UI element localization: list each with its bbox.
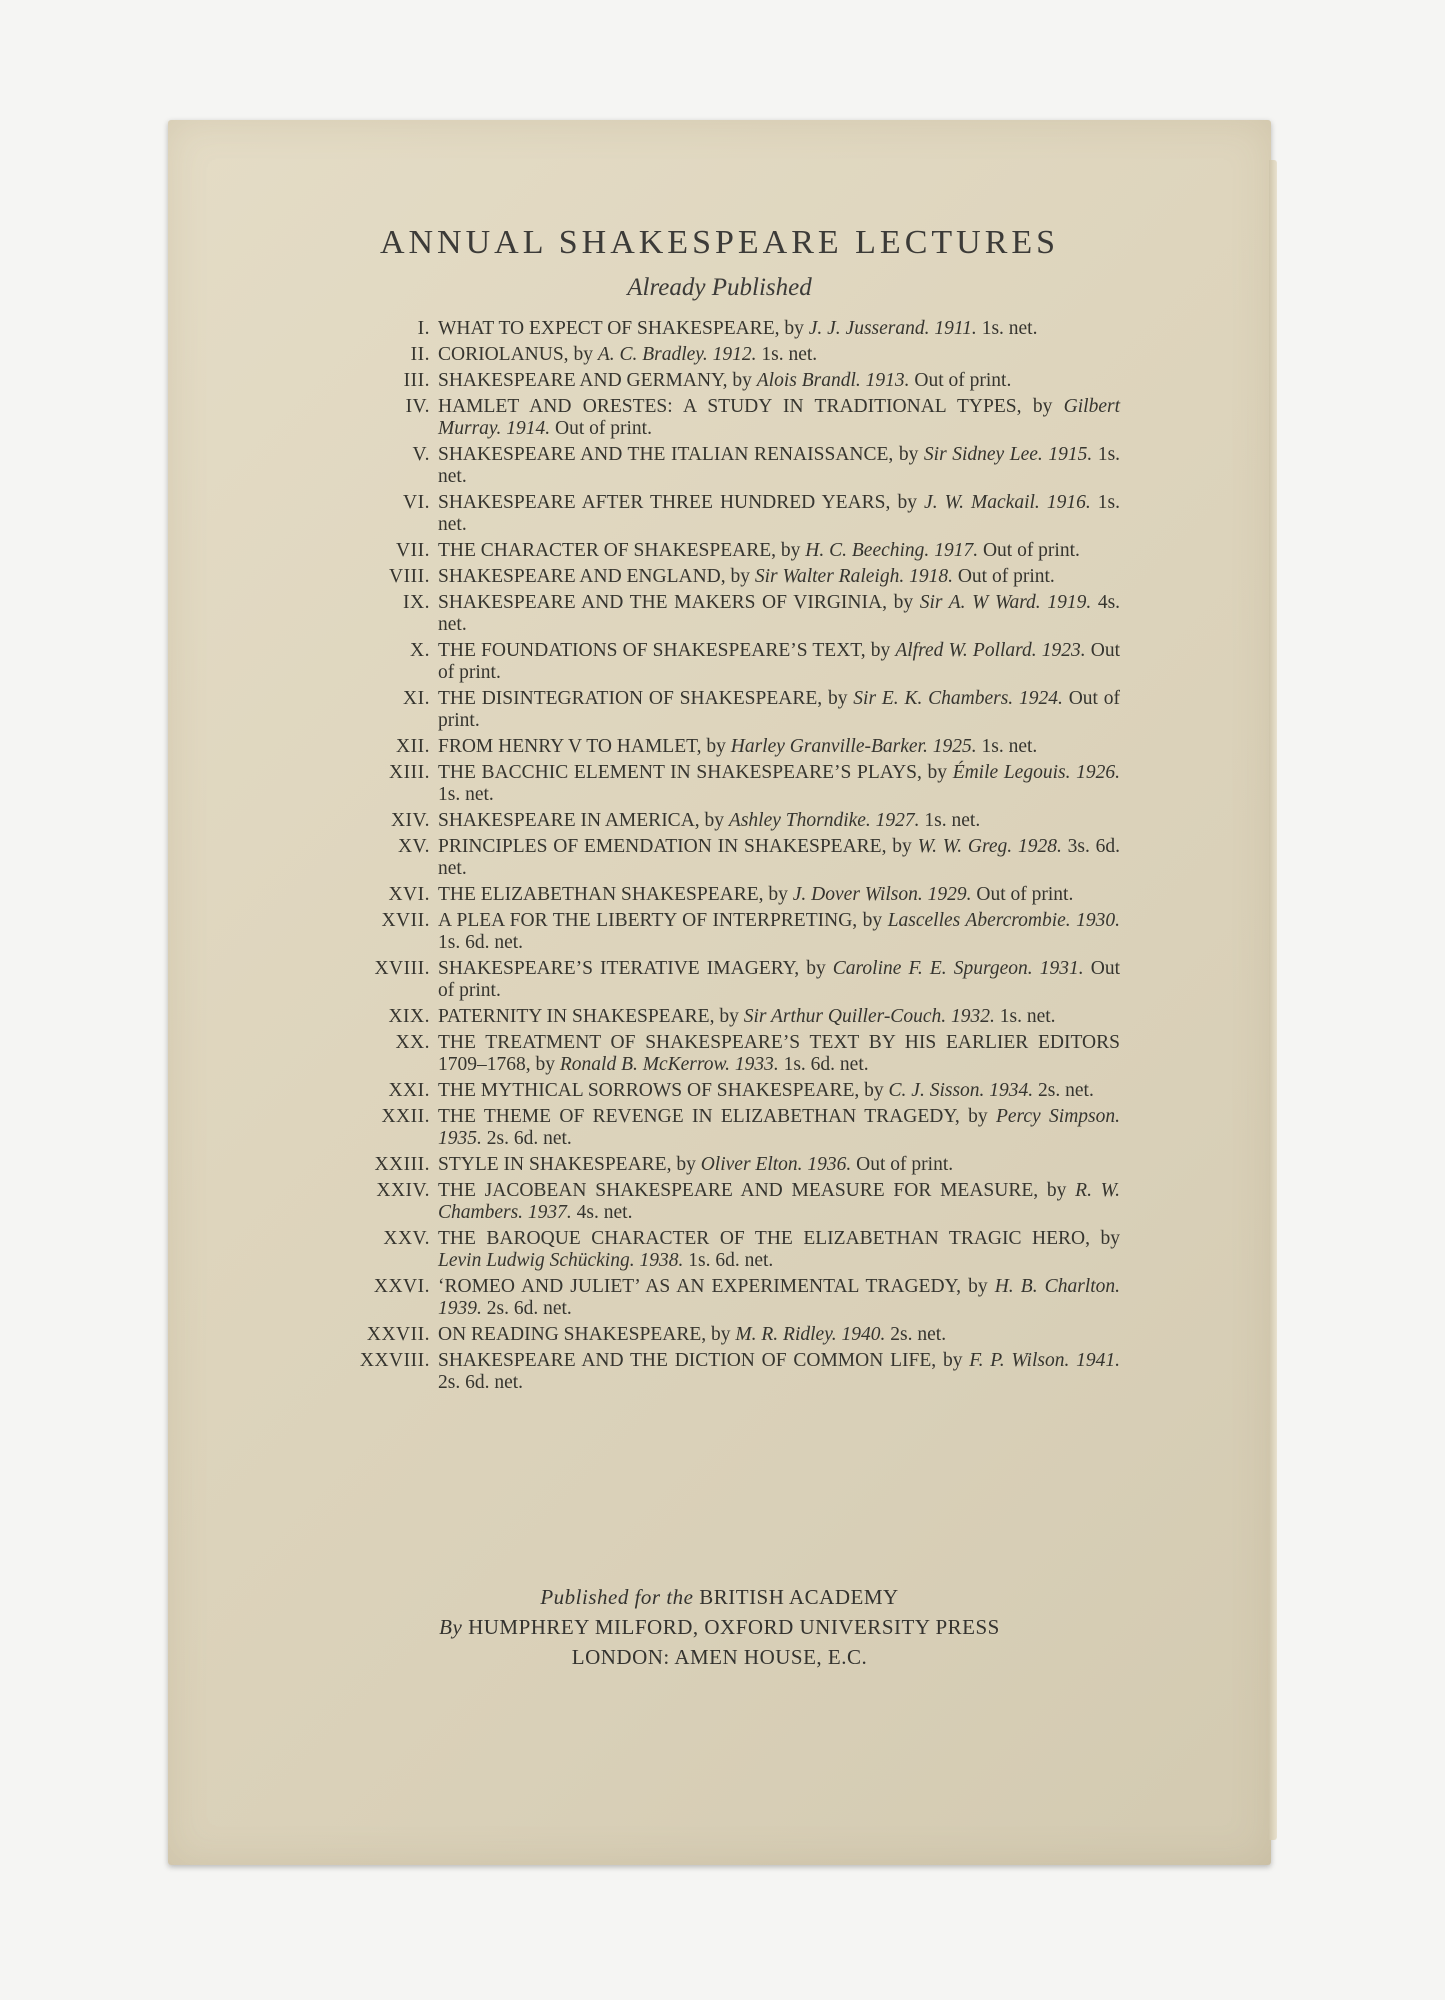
lecture-description bbox=[438, 370, 1120, 392]
lecture-entry bbox=[340, 1154, 1120, 1176]
lecture-entry bbox=[340, 1080, 1120, 1102]
lecture-description bbox=[438, 592, 1120, 636]
lecture-title: THE ELIZABETHAN SHAKESPEARE, bbox=[438, 884, 764, 905]
lecture-title: FROM HENRY V TO HAMLET, bbox=[438, 736, 702, 757]
lecture-number: III. bbox=[403, 370, 430, 391]
lecture-title: SHAKESPEARE AND THE DICTION OF COMMON LIFE, bbox=[438, 1350, 937, 1371]
lecture-author: Sir Walter Raleigh. bbox=[754, 566, 905, 587]
lecture-year: 1928. bbox=[1017, 836, 1062, 857]
lecture-entry bbox=[340, 1180, 1120, 1224]
lecture-author: H. C. Beeching. bbox=[805, 540, 930, 561]
lecture-by: by bbox=[1046, 1180, 1067, 1201]
lecture-by: by bbox=[897, 492, 917, 513]
lecture-author: Ashley Thorndike. bbox=[728, 810, 871, 831]
lecture-by: by bbox=[893, 592, 914, 613]
lecture-description bbox=[438, 540, 1120, 562]
lecture-by: by bbox=[827, 688, 848, 709]
lecture-year: 1925. bbox=[932, 736, 977, 757]
lecture-year: 1932. bbox=[950, 1006, 995, 1027]
lecture-by: by bbox=[862, 910, 883, 931]
lecture-title: SHAKESPEARE’S ITERATIVE IMAGERY, bbox=[438, 958, 800, 979]
lecture-title: SHAKESPEARE AND GERMANY, bbox=[438, 370, 728, 391]
lecture-year: 1924. bbox=[1019, 688, 1063, 709]
lecture-number: XXV. bbox=[383, 1228, 430, 1249]
lecture-by: by bbox=[730, 566, 751, 587]
lecture-status: 4s. net. bbox=[438, 592, 1121, 635]
lecture-title: THE BAROQUE CHARACTER OF THE ELIZABETHAN TRAGIC HERO, bbox=[438, 1228, 1090, 1249]
lecture-description bbox=[438, 1106, 1120, 1150]
lecture-status: 2s. 6d. net. bbox=[486, 1298, 572, 1319]
lecture-status: Out of print. bbox=[856, 1154, 954, 1175]
lecture-author: H. B. Charlton. bbox=[994, 1276, 1120, 1297]
lecture-title: THE JACOBEAN SHAKESPEARE AND MEASURE FOR MEASURE, bbox=[438, 1180, 1039, 1201]
lecture-number: II. bbox=[410, 344, 430, 365]
imprint-line-1 bbox=[168, 1582, 1271, 1612]
lecture-author: Lascelles Abercrombie. bbox=[887, 910, 1071, 931]
lecture-title: A PLEA FOR THE LIBERTY OF INTERPRETING, bbox=[438, 910, 858, 931]
lecture-year: 1919. bbox=[1047, 592, 1092, 613]
lecture-number: XX. bbox=[395, 1032, 430, 1053]
lecture-entry bbox=[340, 370, 1120, 392]
lecture-year: 1926. bbox=[1076, 762, 1120, 783]
imprint-published-for: Published for the bbox=[540, 1585, 694, 1609]
lecture-number: IV. bbox=[405, 396, 430, 417]
lecture-author: Oliver Elton. bbox=[700, 1154, 803, 1175]
lecture-status: 2s. 6d. net. bbox=[438, 1372, 524, 1393]
lecture-description bbox=[438, 566, 1120, 588]
lecture-entry bbox=[340, 762, 1120, 806]
lecture-status: 1s. net. bbox=[924, 810, 981, 831]
lecture-title: THE DISINTEGRATION OF SHAKESPEARE, bbox=[438, 688, 823, 709]
lecture-author: Caroline F. E. Spurgeon. bbox=[832, 958, 1033, 979]
lecture-entry bbox=[340, 1350, 1120, 1394]
lecture-by: by bbox=[535, 1054, 555, 1075]
lecture-entry bbox=[340, 836, 1120, 880]
lecture-number: XVI. bbox=[388, 884, 430, 905]
lecture-author: Alois Brandl. bbox=[756, 370, 861, 391]
lecture-entry bbox=[340, 1006, 1120, 1028]
lecture-description bbox=[438, 836, 1120, 880]
lecture-description bbox=[438, 1324, 1120, 1346]
lecture-status: Out of print. bbox=[555, 418, 652, 439]
lecture-status: 1s. net. bbox=[999, 1006, 1056, 1027]
lecture-entry bbox=[340, 344, 1120, 366]
lecture-year: 1915. bbox=[1048, 444, 1093, 465]
lecture-by: by bbox=[1100, 1228, 1121, 1249]
lecture-status: 1s. net. bbox=[438, 492, 1121, 535]
lecture-year: 1934. bbox=[989, 1080, 1034, 1101]
lecture-by: by bbox=[870, 640, 891, 661]
lecture-year: 1917. bbox=[934, 540, 979, 561]
lecture-title: ON READING SHAKESPEARE, bbox=[438, 1324, 707, 1345]
lecture-status: 4s. net. bbox=[576, 1202, 633, 1223]
lecture-number: XIX. bbox=[388, 1006, 430, 1027]
lecture-entry bbox=[340, 688, 1120, 732]
lecture-status: 1s. net. bbox=[438, 784, 494, 805]
lecture-by: by bbox=[864, 1080, 884, 1101]
lecture-year: 1935. bbox=[438, 1128, 482, 1149]
lecture-title: SHAKESPEARE IN AMERICA, bbox=[438, 810, 700, 831]
lecture-author: R. W. Chambers. bbox=[438, 1180, 1121, 1223]
lecture-number: XXVII. bbox=[366, 1324, 430, 1345]
lecture-entry bbox=[340, 318, 1120, 340]
lecture-description bbox=[438, 884, 1120, 906]
lecture-title: SHAKESPEARE AND ENGLAND, bbox=[438, 566, 726, 587]
lecture-status: 2s. net. bbox=[890, 1324, 947, 1345]
lecture-by: by bbox=[968, 1106, 988, 1127]
lecture-status: 1s. 6d. net. bbox=[688, 1250, 774, 1271]
lecture-number: XXIV. bbox=[376, 1180, 430, 1201]
lecture-title: WHAT TO EXPECT OF SHAKESPEARE, bbox=[438, 318, 780, 339]
lecture-year: 1923. bbox=[1041, 640, 1086, 661]
lecture-number: VIII. bbox=[389, 566, 430, 587]
lecture-author: Levin Ludwig Schücking. bbox=[438, 1250, 635, 1271]
lecture-status: Out of print. bbox=[957, 566, 1055, 587]
lecture-description bbox=[438, 396, 1120, 440]
lecture-number: XXVIII. bbox=[359, 1350, 430, 1371]
lecture-entry bbox=[340, 396, 1120, 440]
lecture-number: I. bbox=[417, 318, 430, 339]
lecture-status: 1s. net. bbox=[438, 444, 1121, 487]
imprint-publisher: HUMPHREY MILFORD, OXFORD UNIVERSITY PRESS bbox=[468, 1615, 1000, 1639]
page-subheading: Already Published bbox=[627, 274, 812, 301]
lecture-author: A. C. Bradley. bbox=[597, 344, 708, 365]
lecture-number: XVII. bbox=[381, 910, 430, 931]
lecture-entry bbox=[340, 910, 1120, 954]
lecture-title: SHAKESPEARE AFTER THREE HUNDRED YEARS, bbox=[438, 492, 891, 513]
lecture-number: VII. bbox=[396, 540, 430, 561]
lecture-description bbox=[438, 1032, 1120, 1076]
lecture-description bbox=[438, 810, 1120, 832]
lecture-status: 2s. 6d. net. bbox=[486, 1128, 572, 1149]
lecture-number: XVIII. bbox=[374, 958, 430, 979]
lecture-author: F. P. Wilson. bbox=[969, 1350, 1070, 1371]
lecture-entry bbox=[340, 1032, 1120, 1076]
lecture-by: by bbox=[898, 444, 919, 465]
lecture-year: 1936. bbox=[807, 1154, 852, 1175]
lecture-year: 1913. bbox=[865, 370, 910, 391]
lecture-status: Out of print. bbox=[438, 688, 1120, 731]
lecture-status: 1s. 6d. net. bbox=[783, 1054, 869, 1075]
lecture-description bbox=[438, 1350, 1120, 1394]
lecture-status: Out of print. bbox=[438, 958, 1121, 1001]
lecture-title: PRINCIPLES OF EMENDATION IN SHAKESPEARE, bbox=[438, 836, 887, 857]
lecture-title: THE BACCHIC ELEMENT IN SHAKESPEARE’S PLAYS, bbox=[438, 762, 922, 783]
lecture-title: THE THEME OF REVENGE IN ELIZABETHAN TRAGEDY, bbox=[438, 1106, 960, 1127]
lecture-entry bbox=[340, 592, 1120, 636]
lecture-by: by bbox=[784, 318, 804, 339]
lecture-number: XII. bbox=[396, 736, 430, 757]
lecture-entry bbox=[340, 492, 1120, 536]
lecture-number: VI. bbox=[403, 492, 430, 513]
lecture-status: 1s. net. bbox=[981, 318, 1038, 339]
lecture-title: CORIOLANUS, bbox=[438, 344, 569, 365]
page-heading: ANNUAL SHAKESPEARE LECTURES bbox=[379, 224, 1060, 261]
lecture-author: Ronald B. McKerrow. bbox=[559, 1054, 730, 1075]
lecture-by: by bbox=[732, 370, 752, 391]
lecture-number: XXII. bbox=[381, 1106, 430, 1127]
lecture-by: by bbox=[968, 1276, 988, 1297]
lecture-description bbox=[438, 344, 1120, 366]
lecture-year: 1938. bbox=[639, 1250, 684, 1271]
lecture-status: Out of print. bbox=[438, 640, 1120, 683]
lecture-year: 1931. bbox=[1039, 958, 1084, 979]
lecture-year: 1914. bbox=[506, 418, 551, 439]
lecture-number: IX. bbox=[403, 592, 430, 613]
lecture-author: Harley Granville-Barker. bbox=[730, 736, 928, 757]
lecture-description bbox=[438, 736, 1120, 758]
lecture-entry bbox=[340, 444, 1120, 488]
lecture-title: THE FOUNDATIONS OF SHAKESPEARE’S TEXT, bbox=[438, 640, 866, 661]
lecture-number: XXIII. bbox=[374, 1154, 430, 1175]
lecture-description bbox=[438, 910, 1120, 954]
lecture-title: ‘ROMEO AND JULIET’ AS AN EXPERIMENTAL TRAGEDY, bbox=[438, 1276, 961, 1297]
lecture-description bbox=[438, 444, 1120, 488]
lecture-description bbox=[438, 1276, 1120, 1320]
lecture-status: 1s. net. bbox=[981, 736, 1038, 757]
lecture-author: J. J. Jusserand. bbox=[808, 318, 930, 339]
lecture-author: J. Dover Wilson. bbox=[792, 884, 923, 905]
lecture-list bbox=[340, 318, 1120, 1398]
lecture-number: XIII. bbox=[389, 762, 430, 783]
lecture-description bbox=[438, 688, 1120, 732]
lecture-by: by bbox=[719, 1006, 739, 1027]
lecture-entry bbox=[340, 736, 1120, 758]
lecture-title: THE MYTHICAL SORROWS OF SHAKESPEARE, bbox=[438, 1080, 860, 1101]
lecture-by: by bbox=[892, 836, 912, 857]
lecture-number: XXVI. bbox=[373, 1276, 430, 1297]
lecture-description bbox=[438, 1080, 1120, 1102]
lecture-by: by bbox=[706, 736, 726, 757]
lecture-number: V. bbox=[412, 444, 430, 465]
lecture-by: by bbox=[676, 1154, 696, 1175]
lecture-by: by bbox=[573, 344, 593, 365]
lecture-description bbox=[438, 1154, 1120, 1176]
lecture-year: 1927. bbox=[875, 810, 920, 831]
lecture-year: 1940. bbox=[841, 1324, 886, 1345]
lecture-by: by bbox=[711, 1324, 731, 1345]
lecture-status: 2s. net. bbox=[1038, 1080, 1094, 1101]
lecture-author: Sir A. W Ward. bbox=[919, 592, 1041, 613]
lecture-title: STYLE IN SHAKESPEARE, bbox=[438, 1154, 672, 1175]
lecture-entry bbox=[340, 540, 1120, 562]
lecture-author: Percy Simpson. bbox=[995, 1106, 1120, 1127]
lecture-author: Sir E. K. Chambers. bbox=[853, 688, 1014, 709]
lecture-author: Alfred W. Pollard. bbox=[895, 640, 1037, 661]
lecture-author: W. W. Greg. bbox=[917, 836, 1013, 857]
lecture-description bbox=[438, 640, 1120, 684]
lecture-year: 1933. bbox=[734, 1054, 779, 1075]
lecture-status: Out of print. bbox=[976, 884, 1074, 905]
imprint-by: By bbox=[439, 1615, 463, 1639]
lecture-year: 1918. bbox=[909, 566, 953, 587]
lecture-year: 1916. bbox=[1046, 492, 1091, 513]
lecture-description bbox=[438, 1180, 1120, 1224]
lecture-entry bbox=[340, 1276, 1120, 1320]
lecture-author: C. J. Sisson. bbox=[888, 1080, 985, 1101]
imprint-academy: BRITISH ACADEMY bbox=[699, 1585, 899, 1609]
lecture-year: 1930. bbox=[1076, 910, 1121, 931]
lecture-by: by bbox=[806, 958, 826, 979]
lecture-entry bbox=[340, 566, 1120, 588]
lecture-description bbox=[438, 1006, 1120, 1028]
lecture-by: by bbox=[780, 540, 801, 561]
lecture-number: X. bbox=[410, 640, 430, 661]
lecture-title: THE CHARACTER OF SHAKESPEARE, bbox=[438, 540, 777, 561]
lecture-status: 1s. net. bbox=[761, 344, 818, 365]
lecture-year: 1929. bbox=[927, 884, 972, 905]
lecture-author: Sir Sidney Lee. bbox=[923, 444, 1043, 465]
lecture-year: 1939. bbox=[438, 1298, 482, 1319]
lecture-entry bbox=[340, 958, 1120, 1002]
lecture-number: XV. bbox=[397, 836, 430, 857]
lecture-by: by bbox=[927, 762, 948, 783]
lecture-author: Sir Arthur Quiller-Couch. bbox=[743, 1006, 947, 1027]
lecture-author: M. R. Ridley. bbox=[735, 1324, 837, 1345]
lecture-by: by bbox=[1032, 396, 1053, 417]
lecture-year: 1912. bbox=[712, 344, 757, 365]
lecture-status: Out of print. bbox=[982, 540, 1080, 561]
lecture-title: HAMLET AND ORESTES: A STUDY IN TRADITIONAL TYPES, bbox=[438, 396, 1022, 417]
lecture-title: THE TREATMENT OF SHAKESPEARE’S TEXT BY HIS EARLIER EDITORS 1709–1768, bbox=[438, 1032, 1120, 1075]
lecture-by: by bbox=[768, 884, 788, 905]
lecture-by: by bbox=[942, 1350, 963, 1371]
lecture-author: Gilbert Murray. bbox=[438, 396, 1121, 439]
lecture-description bbox=[438, 318, 1120, 340]
lecture-number: XIV. bbox=[390, 810, 430, 831]
imprint-line-2 bbox=[168, 1612, 1271, 1642]
imprint-line-3: LONDON: AMEN HOUSE, E.C. bbox=[571, 1645, 868, 1669]
lecture-year: 1937. bbox=[527, 1202, 572, 1223]
lecture-author: Émile Legouis. bbox=[952, 762, 1071, 783]
lecture-description bbox=[438, 958, 1120, 1002]
lecture-entry bbox=[340, 884, 1120, 906]
lecture-entry bbox=[340, 640, 1120, 684]
lecture-year: 1911. bbox=[934, 318, 977, 339]
lecture-year: 1941. bbox=[1076, 1350, 1121, 1371]
lecture-entry bbox=[340, 1324, 1120, 1346]
lecture-number: XI. bbox=[403, 688, 430, 709]
lecture-by: by bbox=[704, 810, 725, 831]
publisher-imprint bbox=[168, 1582, 1271, 1672]
lecture-title: SHAKESPEARE AND THE ITALIAN RENAISSANCE, bbox=[438, 444, 894, 465]
lecture-entry bbox=[340, 1228, 1120, 1272]
lecture-number: XXI. bbox=[388, 1080, 430, 1101]
lecture-status: Out of print. bbox=[914, 370, 1012, 391]
lecture-description bbox=[438, 1228, 1120, 1272]
lecture-status: 1s. 6d. net. bbox=[438, 932, 524, 953]
lecture-entry bbox=[340, 1106, 1120, 1150]
lecture-description bbox=[438, 492, 1120, 536]
lecture-title: SHAKESPEARE AND THE MAKERS OF VIRGINIA, bbox=[438, 592, 887, 613]
lecture-title: PATERNITY IN SHAKESPEARE, bbox=[438, 1006, 715, 1027]
lecture-author: J. W. Mackail. bbox=[924, 492, 1040, 513]
lecture-status: 3s. 6d. net. bbox=[438, 836, 1121, 879]
document-page bbox=[168, 120, 1271, 1865]
lecture-entry bbox=[340, 810, 1120, 832]
lecture-description bbox=[438, 762, 1120, 806]
